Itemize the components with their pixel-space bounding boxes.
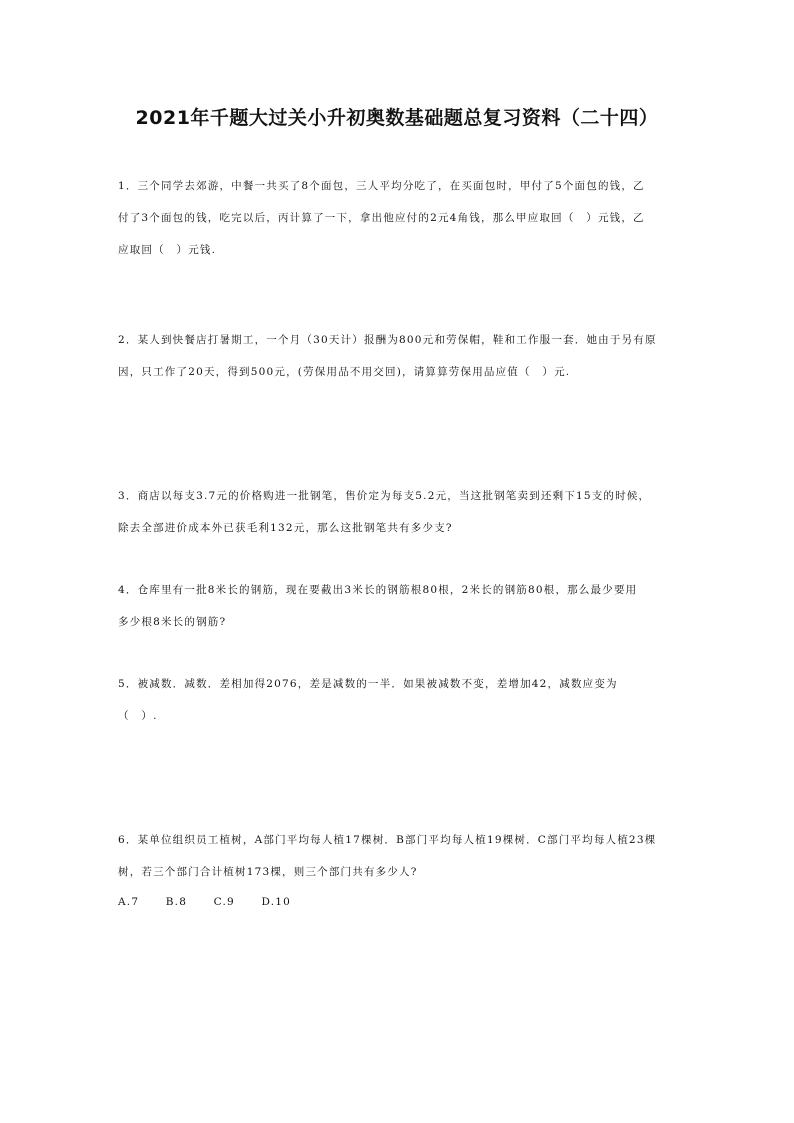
question-5-line-1: 5．被减数．减数．差相加得2076，差是减数的一半．如果被减数不变，差增加42，减数应变为: [118, 678, 618, 690]
question-2-line-1: 2．某人到快餐店打暑期工，一个月（30天计）报酬为800元和劳保帽，鞋和工作服一套．她由于另有原: [118, 334, 657, 346]
question-1-line-3: 应取回（ ）元钱.: [118, 244, 217, 256]
question-1-line-1: 1．三个同学去郊游，中餐一共买了8个面包，三人平均分吃了，在买面包时，甲付了5个面包的钱，乙: [118, 180, 645, 192]
option-c: C.9: [213, 896, 235, 908]
question-1-line-2: 付了3个面包的钱，吃完以后，丙计算了一下，拿出他应付的2元4角钱，那么甲应取回（ ）元钱，乙: [118, 212, 645, 224]
question-6-line-1: 6．某单位组织员工植树，A部门平均每人植17棵树．B部门平均每人植19棵树．C部门平均每人植23棵: [118, 834, 657, 846]
option-a: A.7: [118, 896, 140, 908]
question-4-line-2: 多少根8米长的钢筋?: [118, 616, 227, 628]
option-d: D.10: [261, 896, 292, 908]
page-title: 2021年千题大过关小升初奥数基础题总复习资料（二十四）: [135, 107, 659, 129]
question-3-line-1: 3．商店以每支3.7元的价格购进一批钢笔，售价定为每支5.2元，当这批钢笔卖到还剩下15支的时候，: [118, 490, 651, 502]
question-5-line-2: （ ）.: [118, 710, 158, 722]
question-3-line-2: 除去全部进价成本外已获毛利132元，那么这批钢笔共有多少支?: [118, 522, 453, 534]
question-6-options: [118, 894, 678, 910]
question-4-line-1: 4．仓库里有一批8米长的钢筋，现在要截出3米长的钢筋根80根，2米长的钢筋80根，那么最少要用: [118, 584, 638, 596]
question-6-line-2: 树，若三个部门合计植树173棵，则三个部门共有多少人?: [118, 866, 418, 878]
option-b: B.8: [165, 896, 188, 908]
question-2-line-2: 因，只工作了20天，得到500元，(劳保用品不用交回)，请算算劳保用品应值（ ）元.: [118, 366, 571, 378]
